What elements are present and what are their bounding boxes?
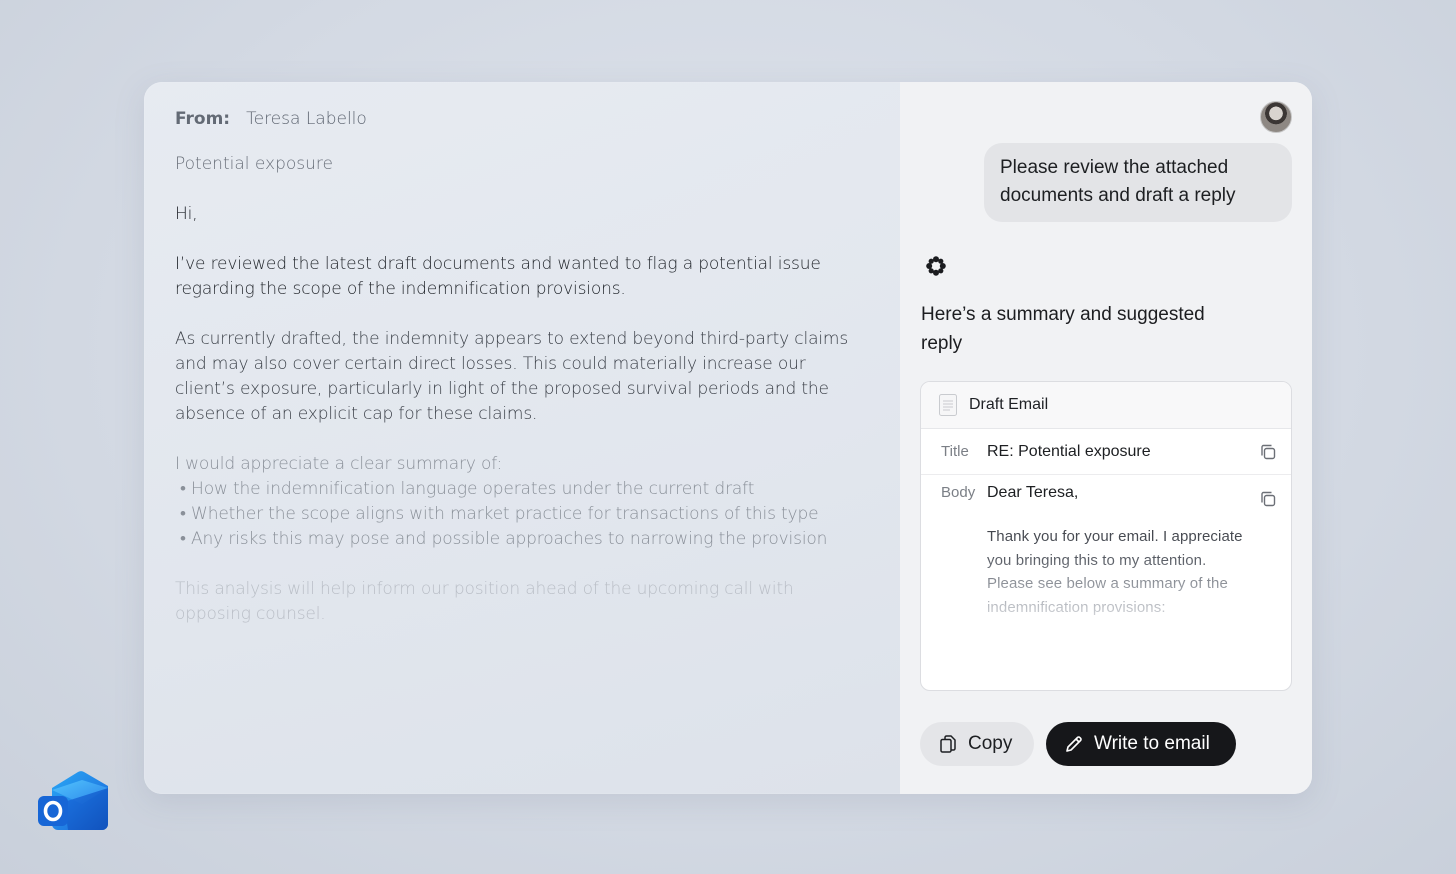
write-to-email-button[interactable] (1046, 722, 1236, 766)
draft-email-card (920, 381, 1292, 691)
draft-email-title: Draft Email (969, 396, 1049, 413)
email-paragraph-1: I’ve reviewed the latest draft documents and wanted to flag a potential issue regarding the scope of the indemnification provisions. (175, 254, 821, 299)
email-paragraph-3 (175, 452, 870, 552)
body-text: Thank you for your email. I appreciate you bringing this to my attention. Please see below a summary of the indemnification provisions: (987, 525, 1247, 619)
email-list-intro: I would appreciate a clear summary of: (175, 454, 503, 474)
email-bullet: • Any risks this may pose and possible approaches to narrowing the provision (180, 529, 828, 549)
email-paragraph-2: As currently drafted, the indemnity appears to extend beyond third-party claims and may also cover certain direct losses. This could materially increase our client’s exposure, particularly in light of the proposed survival periods and the absence of an explicit cap for these claims. (175, 329, 849, 424)
ai-message: Here’s a summary and suggested reply (921, 304, 1205, 354)
from-row (175, 109, 870, 129)
write-button-label: Write to email (1094, 733, 1210, 754)
user-message-bubble: Please review the attached documents and draft a reply (984, 143, 1292, 222)
title-label: Title (941, 443, 969, 460)
email-bullet: • Whether the scope aligns with market practice for transactions of this type (180, 504, 819, 524)
body-greeting: Dear Teresa, (987, 484, 1079, 501)
document-icon (939, 394, 957, 416)
email-pane (144, 82, 900, 794)
outlook-icon[interactable] (38, 766, 112, 836)
title-value[interactable]: RE: Potential exposure (987, 442, 1151, 460)
email-bullet: • How the indemnification language operates under the current draft (180, 479, 755, 499)
email-paragraph-4: This analysis will help inform our position ahead of the upcoming call with opposing counsel. (175, 579, 794, 624)
ai-flower-icon (924, 254, 948, 278)
body-label: Body (941, 484, 976, 501)
copy-icon (938, 734, 958, 754)
copy-icon[interactable] (1259, 443, 1277, 461)
email-greeting: Hi, (175, 204, 198, 224)
copy-button-label: Copy (968, 733, 1013, 754)
pencil-icon (1064, 734, 1084, 754)
copy-button[interactable] (920, 722, 1034, 766)
main-card (144, 82, 1312, 794)
draft-email-header (921, 382, 1291, 429)
assistant-pane (900, 82, 1312, 794)
action-buttons (920, 722, 1236, 766)
from-name[interactable]: Teresa Labello (246, 109, 367, 129)
body-value[interactable] (987, 484, 1247, 619)
from-label: From: (175, 109, 231, 129)
email-subject: Potential exposure (175, 154, 333, 174)
draft-body-row (921, 475, 1291, 619)
user-avatar[interactable] (1260, 101, 1292, 133)
draft-title-row (921, 429, 1291, 475)
copy-icon[interactable] (1259, 490, 1277, 508)
